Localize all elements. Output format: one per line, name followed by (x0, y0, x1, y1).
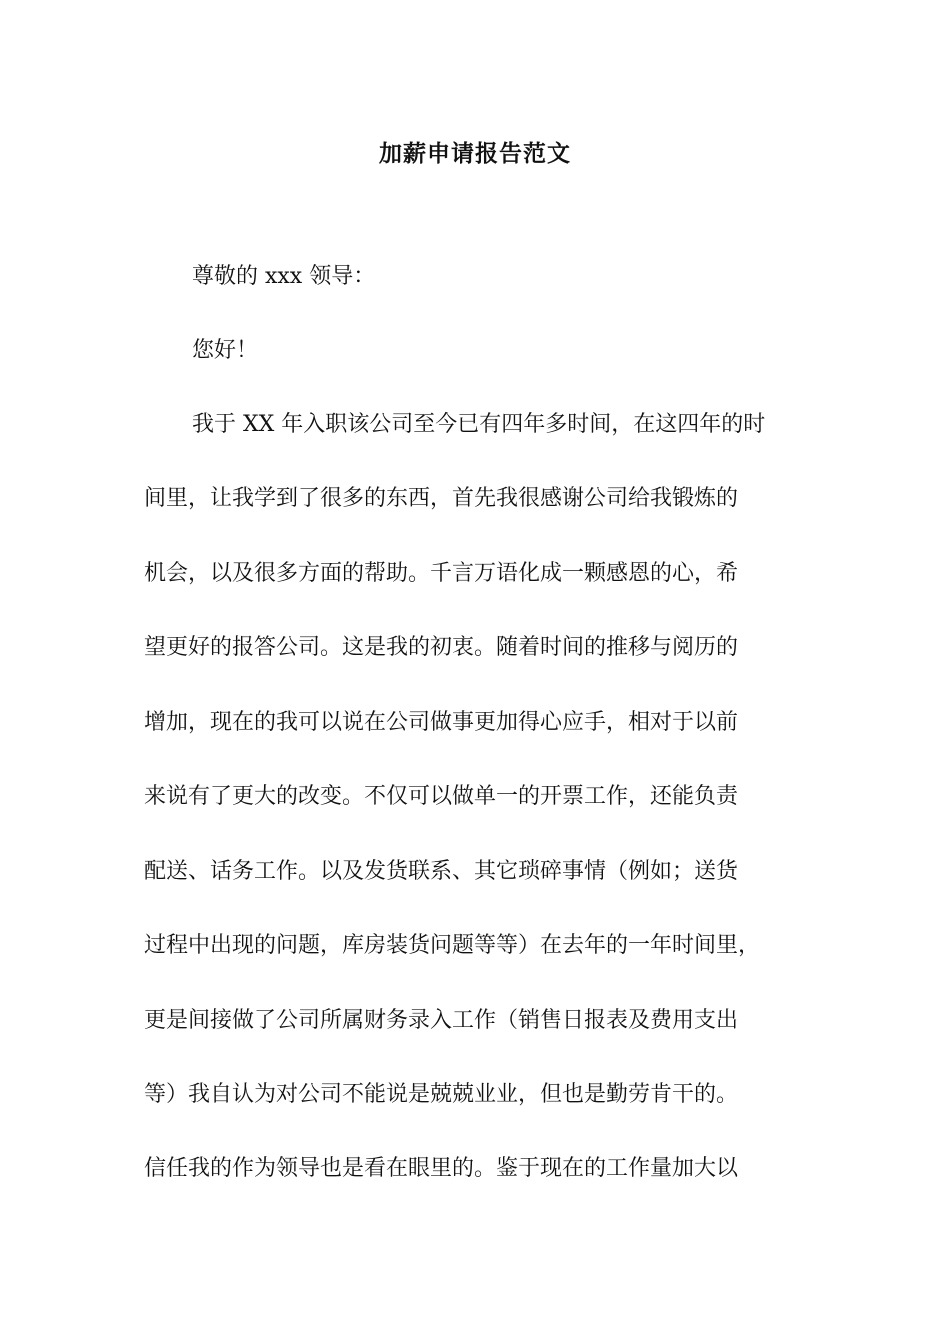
body-line: 等）我自认为对公司不能说是兢兢业业，但也是勤劳肯干的。 (144, 1082, 739, 1107)
body-line: 增加，现在的我可以说在公司做事更加得心应手，相对于以前 (144, 710, 739, 735)
body-line: 望更好的报答公司。这是我的初衷。随着时间的推移与阅历的 (144, 635, 739, 660)
body-line: 来说有了更大的改变。不仅可以做单一的开票工作，还能负责 (144, 784, 739, 809)
body-line: 我于 XX 年入职该公司至今已有四年多时间，在这四年的时 (192, 412, 766, 437)
body-line: 机会，以及很多方面的帮助。千言万语化成一颗感恩的心，希 (144, 561, 739, 586)
document-title: 加薪申请报告范文 (379, 140, 571, 167)
body-line: 更是间接做了公司所属财务录入工作（销售日报表及费用支出 (144, 1008, 739, 1033)
greeting: 您好！ (192, 338, 259, 363)
body-line: 配送、话务工作。以及发货联系、其它琐碎事情（例如；送货 (144, 859, 739, 884)
body-line: 信任我的作为领导也是看在眼里的。鉴于现在的工作量加大以 (144, 1156, 739, 1181)
salutation: 尊敬的 xxx 领导： (192, 264, 376, 289)
body-line: 间里，让我学到了很多的东西，首先我很感谢公司给我锻炼的 (144, 486, 739, 511)
body-line: 过程中出现的问题，库房装货问题等等）在去年的一年时间里， (144, 933, 761, 958)
